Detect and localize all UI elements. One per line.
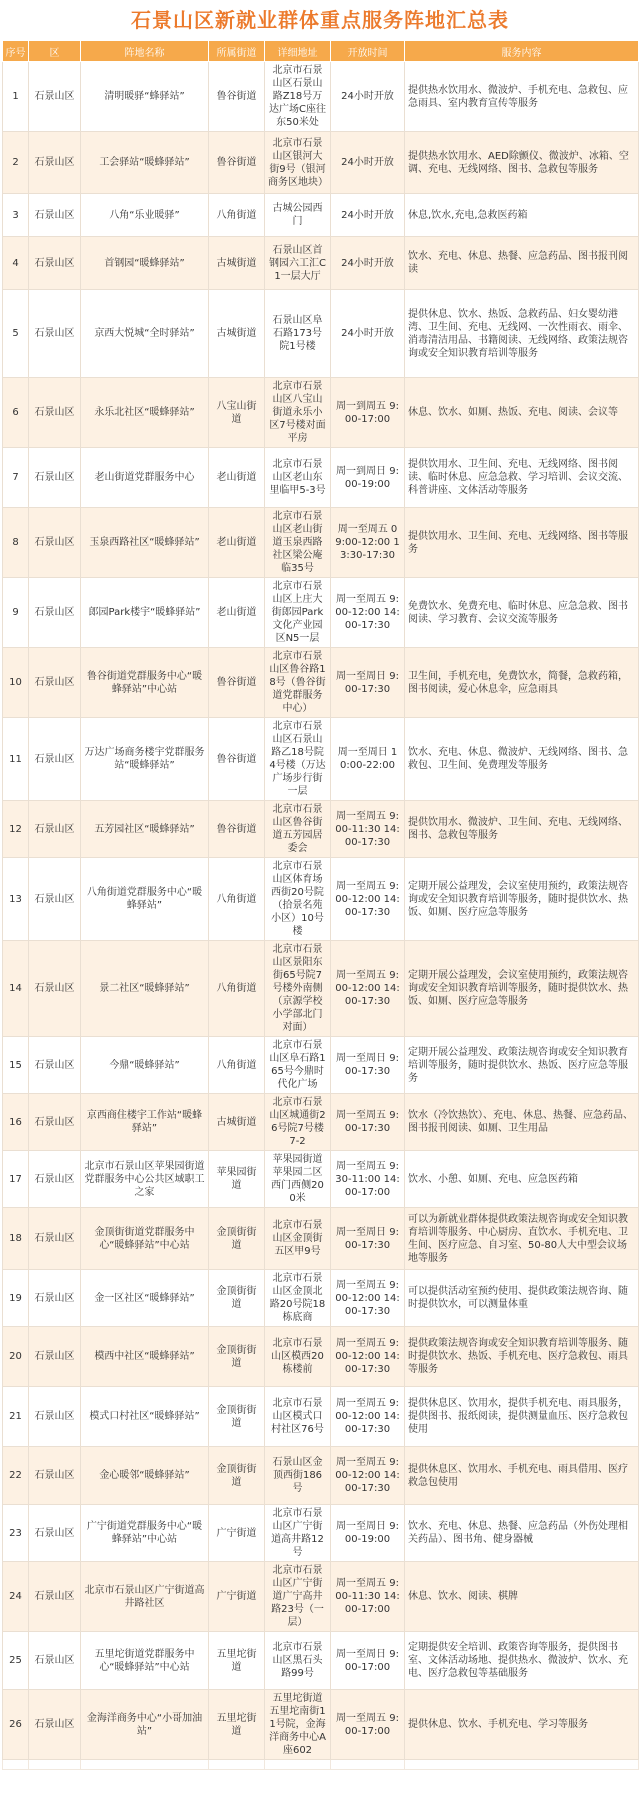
cell-index: 4	[3, 237, 29, 290]
table-row	[3, 508, 639, 578]
cell-site-name: 模西中社区“暖蜂驿站”	[81, 1327, 209, 1387]
table-row	[3, 1037, 639, 1094]
cell-hours: 周一至周五 9:00-12:00 14:00-17:30	[331, 1327, 405, 1387]
cell-hours: 周一至周五 9:00-12:00 14:00-17:30	[331, 578, 405, 648]
table-row	[3, 1327, 639, 1387]
table-row	[3, 941, 639, 1037]
cell-district: 石景山区	[29, 941, 81, 1037]
cell-site-name: 八角街道党群服务中心“暖蜂驿站”	[81, 858, 209, 941]
table-header-row	[3, 41, 639, 62]
cell-services: 定期开展公益理发，会议室使用预约，政策法规咨询或安全知识教育培训等服务，随时提供饮水、热饭、如厕、医疗应急等服务	[405, 941, 639, 1037]
cell-street: 古城街道	[209, 1094, 265, 1151]
table-row	[3, 1151, 639, 1208]
cell-street: 金顶街街道	[209, 1270, 265, 1327]
cell-hours: 周一至周五 9:00-17:00	[331, 1690, 405, 1760]
table-row	[3, 1208, 639, 1270]
empty-cell	[3, 1760, 29, 1770]
cell-district: 石景山区	[29, 237, 81, 290]
cell-site-name: 景二社区“暖蜂驿站”	[81, 941, 209, 1037]
cell-hours: 24小时开放	[331, 237, 405, 290]
cell-hours: 周一至周日 9:00-17:30	[331, 1208, 405, 1270]
cell-services: 饮水、充电、休息、热餐、应急药品（外伤处理相关药品）、图书角、健身器械	[405, 1505, 639, 1562]
empty-cell	[331, 1760, 405, 1770]
cell-services: 提供饮用水、卫生间、充电、无线网络、图书阅读、临时休息、应急急救、学习培训、会议交流、科普讲座、文体活动等服务	[405, 448, 639, 508]
empty-row	[3, 1760, 639, 1770]
cell-site-name: 五里坨街道党群服务中心“暖蜂驿站”中心站	[81, 1632, 209, 1690]
cell-site-name: 老山街道党群服务中心	[81, 448, 209, 508]
cell-district: 石景山区	[29, 1094, 81, 1151]
cell-address: 北京市石景山区鲁谷街道五芳园居委会	[265, 801, 331, 858]
table-row	[3, 858, 639, 941]
empty-cell	[29, 1760, 81, 1770]
cell-index: 5	[3, 290, 29, 378]
cell-district: 石景山区	[29, 290, 81, 378]
cell-site-name: 玉泉西路社区“暖蜂驿站”	[81, 508, 209, 578]
cell-district: 石景山区	[29, 1208, 81, 1270]
cell-services: 提供休息、饮水、手机充电、学习等服务	[405, 1690, 639, 1760]
cell-site-name: 五芳园社区“暖蜂驿站”	[81, 801, 209, 858]
cell-street: 金顶街街道	[209, 1447, 265, 1505]
cell-address: 北京市石景山区模式口村社区76号	[265, 1387, 331, 1447]
cell-services: 提供热水饮用水、AED除颤仪、微波炉、冰箱、空调、充电、无线网络、图书、急救包等服务	[405, 132, 639, 194]
cell-site-name: 金海洋商务中心“小哥加油站”	[81, 1690, 209, 1760]
cell-street: 鲁谷街道	[209, 718, 265, 801]
cell-services: 饮水、充电、休息、热餐、应急药品、图书报刊阅读	[405, 237, 639, 290]
cell-address: 北京市石景山区鲁谷路18号（鲁谷街道党群服务中心）	[265, 648, 331, 718]
cell-hours: 周一至周五 9:30-11:00 14:00-17:00	[331, 1151, 405, 1208]
cell-services: 休息、饮水、如厕、热饭、充电、阅读、会议等	[405, 378, 639, 448]
cell-district: 石景山区	[29, 578, 81, 648]
table-row	[3, 1562, 639, 1632]
cell-index: 6	[3, 378, 29, 448]
cell-index: 2	[3, 132, 29, 194]
cell-address: 北京市石景山区老山东里临甲5-3号	[265, 448, 331, 508]
cell-street: 广宁街道	[209, 1562, 265, 1632]
cell-site-name: 今鼎“暖蜂驿站”	[81, 1037, 209, 1094]
empty-cell	[209, 1760, 265, 1770]
cell-index: 25	[3, 1632, 29, 1690]
cell-index: 3	[3, 194, 29, 237]
cell-hours: 周一至周日 9:00-19:00	[331, 1505, 405, 1562]
cell-address: 石景山区金顶西街186号	[265, 1447, 331, 1505]
header-address: 详细地址	[265, 41, 331, 62]
table-row	[3, 1094, 639, 1151]
cell-site-name: 清明暖驿“蜂驿站”	[81, 62, 209, 132]
cell-hours: 周一至周五 9:00-12:00 14:00-17:30	[331, 1447, 405, 1505]
cell-street: 古城街道	[209, 237, 265, 290]
cell-hours: 周一至周五 09:00-12:00 13:30-17:30	[331, 508, 405, 578]
cell-district: 石景山区	[29, 1037, 81, 1094]
cell-services: 提供休息区、饮用水，提供手机充电、雨具服务，提供图书、报纸阅读，提供测量血压、医疗急救包使用	[405, 1387, 639, 1447]
cell-services: 提供饮用水、微波炉、卫生间、充电、无线网络、图书、急救包等服务	[405, 801, 639, 858]
cell-street: 鲁谷街道	[209, 801, 265, 858]
cell-street: 八角街道	[209, 941, 265, 1037]
table-row	[3, 194, 639, 237]
cell-street: 老山街道	[209, 508, 265, 578]
table-row	[3, 718, 639, 801]
cell-address: 苹果园街道苹果园二区西门西侧200米	[265, 1151, 331, 1208]
table-body	[3, 62, 639, 1770]
cell-district: 石景山区	[29, 132, 81, 194]
cell-hours: 24小时开放	[331, 62, 405, 132]
cell-district: 石景山区	[29, 448, 81, 508]
cell-site-name: 京西大悦城“全时驿站”	[81, 290, 209, 378]
table-row	[3, 1632, 639, 1690]
header-site-name: 阵地名称	[81, 41, 209, 62]
cell-index: 9	[3, 578, 29, 648]
cell-services: 提供休息、饮水、热饭、急救药品、妇女婴幼港湾、卫生间、充电、无线网、一次性雨衣、雨伞、消毒清洁用品、书籍阅读、无线网络、政策法规咨询或安全知识教育培训等服务	[405, 290, 639, 378]
cell-site-name: 鲁谷街道党群服务中心“暖蜂驿站”中心站	[81, 648, 209, 718]
cell-address: 北京市石景山区黑石头路99号	[265, 1632, 331, 1690]
cell-services: 饮水、小憩、如厕、充电、应急医药箱	[405, 1151, 639, 1208]
cell-address: 北京市石景山区石景山路Z18号万达广场C座往东50米处	[265, 62, 331, 132]
table-row	[3, 648, 639, 718]
cell-index: 18	[3, 1208, 29, 1270]
cell-site-name: 金一区社区“暖蜂驿站”	[81, 1270, 209, 1327]
cell-district: 石景山区	[29, 1387, 81, 1447]
cell-services: 休息,饮水,充电,急救医药箱	[405, 194, 639, 237]
cell-address: 石景山区阜石路173号院1号楼	[265, 290, 331, 378]
cell-street: 广宁街道	[209, 1505, 265, 1562]
cell-hours: 周一至周五 9:00-11:30 14:00-17:30	[331, 801, 405, 858]
cell-index: 10	[3, 648, 29, 718]
table-row	[3, 290, 639, 378]
cell-district: 石景山区	[29, 62, 81, 132]
cell-hours: 周一至周日 9:00-17:00	[331, 1632, 405, 1690]
cell-district: 石景山区	[29, 1690, 81, 1760]
cell-street: 金顶街街道	[209, 1208, 265, 1270]
cell-street: 鲁谷街道	[209, 62, 265, 132]
cell-street: 八角街道	[209, 1037, 265, 1094]
cell-hours: 周一至周日 9:00-17:30	[331, 1037, 405, 1094]
cell-district: 石景山区	[29, 1327, 81, 1387]
cell-street: 金顶街街道	[209, 1327, 265, 1387]
cell-address: 北京市石景山区老山街道玉泉西路社区梁公庵临35号	[265, 508, 331, 578]
table-row	[3, 62, 639, 132]
cell-hours: 周一至周五 9:00-12:00 14:00-17:30	[331, 858, 405, 941]
cell-hours: 周一至周五 9:00-17:30	[331, 1094, 405, 1151]
cell-hours: 周一至周五 9:00-12:00 14:00-17:30	[331, 941, 405, 1037]
cell-index: 26	[3, 1690, 29, 1760]
cell-address: 北京市石景山区城通街26号院7号楼7-2	[265, 1094, 331, 1151]
cell-district: 石景山区	[29, 1632, 81, 1690]
cell-hours: 周一到周日 9:00-19:00	[331, 448, 405, 508]
cell-district: 石景山区	[29, 858, 81, 941]
cell-site-name: 北京市石景山区广宁街道高井路社区	[81, 1562, 209, 1632]
table-row	[3, 1690, 639, 1760]
cell-index: 24	[3, 1562, 29, 1632]
cell-services: 休息、饮水、阅读、棋牌	[405, 1562, 639, 1632]
cell-index: 22	[3, 1447, 29, 1505]
cell-index: 13	[3, 858, 29, 941]
table-row	[3, 1270, 639, 1327]
cell-site-name: 郎园Park楼宇“暖蜂驿站”	[81, 578, 209, 648]
cell-hours: 周一至周五 9:00-12:00 14:00-17:30	[331, 1387, 405, 1447]
table-row	[3, 578, 639, 648]
empty-cell	[81, 1760, 209, 1770]
table-row	[3, 1447, 639, 1505]
cell-index: 16	[3, 1094, 29, 1151]
cell-address: 北京市石景山区景阳东街65号院7号楼外南侧（京源学校小学部北门对面）	[265, 941, 331, 1037]
cell-services: 饮水（冷饮热饮）、充电、休息、热餐、应急药品、图书报刊阅读、如厕、卫生用品	[405, 1094, 639, 1151]
cell-address: 古城公园西门	[265, 194, 331, 237]
cell-index: 7	[3, 448, 29, 508]
cell-site-name: 工会驿站“暖蜂驿站”	[81, 132, 209, 194]
cell-district: 石景山区	[29, 378, 81, 448]
cell-index: 14	[3, 941, 29, 1037]
table-row	[3, 1505, 639, 1562]
cell-street: 五里坨街道	[209, 1632, 265, 1690]
cell-street: 五里坨街道	[209, 1690, 265, 1760]
table-row	[3, 237, 639, 290]
cell-site-name: 模式口村社区“暖蜂驿站”	[81, 1387, 209, 1447]
cell-street: 老山街道	[209, 578, 265, 648]
table-row	[3, 448, 639, 508]
cell-index: 11	[3, 718, 29, 801]
cell-index: 17	[3, 1151, 29, 1208]
header-district: 区	[29, 41, 81, 62]
cell-address: 石景山区首钢园六工汇C1一层大厅	[265, 237, 331, 290]
cell-index: 1	[3, 62, 29, 132]
cell-district: 石景山区	[29, 1151, 81, 1208]
cell-site-name: 万达广场商务楼宇党群服务站“暖蜂驿站”	[81, 718, 209, 801]
cell-district: 石景山区	[29, 1447, 81, 1505]
cell-site-name: 北京市石景山区苹果园街道党群服务中心公共区域职工之家	[81, 1151, 209, 1208]
cell-district: 石景山区	[29, 194, 81, 237]
cell-services: 免费饮水、免费充电、临时休息、应急急救、图书阅读、学习教育、会议交流等服务	[405, 578, 639, 648]
cell-address: 北京市石景山区银河大街9号（银河商务区地块）	[265, 132, 331, 194]
cell-district: 石景山区	[29, 801, 81, 858]
table-row	[3, 801, 639, 858]
empty-cell	[265, 1760, 331, 1770]
cell-services: 提供休息区、饮用水、手机充电、雨具借用、医疗救急包使用	[405, 1447, 639, 1505]
table-row	[3, 132, 639, 194]
cell-site-name: 八角“乐业暖驿”	[81, 194, 209, 237]
cell-site-name: 金心暖邻“暖蜂驿站”	[81, 1447, 209, 1505]
cell-address: 北京市石景山区八宝山街道永乐小区7号楼对面平房	[265, 378, 331, 448]
cell-index: 8	[3, 508, 29, 578]
cell-street: 金顶街街道	[209, 1387, 265, 1447]
cell-address: 北京市石景山区上庄大街郎园Park文化产业园区N5一层	[265, 578, 331, 648]
cell-district: 石景山区	[29, 508, 81, 578]
cell-index: 15	[3, 1037, 29, 1094]
cell-hours: 周一至周日 9:00-17:30	[331, 648, 405, 718]
cell-site-name: 永乐北社区“暖蜂驿站”	[81, 378, 209, 448]
header-index: 序号	[3, 41, 29, 62]
cell-index: 12	[3, 801, 29, 858]
cell-street: 苹果园街道	[209, 1151, 265, 1208]
cell-address: 北京市石景山区金顶街五区甲9号	[265, 1208, 331, 1270]
cell-address: 北京市石景山区模西20栋楼前	[265, 1327, 331, 1387]
cell-services: 提供政策法规咨询或安全知识教育培训等服务、随时提供饮水、热饭、手机充电、医疗急救包、雨具等服务	[405, 1327, 639, 1387]
cell-address: 北京市石景山区石景山路乙18号院4号楼（万达广场步行街一层	[265, 718, 331, 801]
table-row	[3, 378, 639, 448]
cell-index: 20	[3, 1327, 29, 1387]
page-title: 石景山区新就业群体重点服务阵地汇总表	[131, 8, 509, 32]
cell-address: 北京市石景山区体育场西街20号院（拾景名苑小区）10号楼	[265, 858, 331, 941]
cell-services: 卫生间，手机充电，免费饮水，简餐，急救药箱，图书阅读，爱心休息伞，应急雨具	[405, 648, 639, 718]
cell-services: 提供热水饮用水、微波炉、手机充电、急救包、应急雨具、室内教育宣传等服务	[405, 62, 639, 132]
service-sites-table	[2, 40, 639, 1770]
cell-site-name: 首钢园“暖蜂驿站”	[81, 237, 209, 290]
cell-address: 北京市石景山区广宁街道广宁高井路23号（一层）	[265, 1562, 331, 1632]
cell-hours: 周一至周五 9:00-11:30 14:00-17:00	[331, 1562, 405, 1632]
cell-street: 八宝山街道	[209, 378, 265, 448]
table-row	[3, 1387, 639, 1447]
cell-district: 石景山区	[29, 648, 81, 718]
cell-district: 石景山区	[29, 1562, 81, 1632]
cell-services: 可以为新就业群体提供政策法规咨询或安全知识教育培训等服务、中心厨房、直饮水、手机充电、卫生间、医疗应急、自习室、50-80人大中型会议场地等服务	[405, 1208, 639, 1270]
cell-services: 提供饮用水、卫生间、充电、无线网络、图书等服务	[405, 508, 639, 578]
cell-site-name: 京西商住楼宇工作站“暖蜂驿站”	[81, 1094, 209, 1151]
cell-street: 老山街道	[209, 448, 265, 508]
cell-address: 北京市石景山区广宁街道高井路12号	[265, 1505, 331, 1562]
cell-services: 饮水、充电、休息、微波炉、无线网络、图书、急救包、卫生间、免费理发等服务	[405, 718, 639, 801]
empty-cell	[405, 1760, 639, 1770]
cell-hours: 24小时开放	[331, 290, 405, 378]
cell-services: 可以提供活动室预约使用、提供政策法规咨询、随时提供饮水，可以测量体重	[405, 1270, 639, 1327]
cell-district: 石景山区	[29, 718, 81, 801]
cell-site-name: 金顶街街道党群服务中心“暖蜂驿站”中心站	[81, 1208, 209, 1270]
cell-index: 23	[3, 1505, 29, 1562]
cell-index: 21	[3, 1387, 29, 1447]
header-street: 所属街道	[209, 41, 265, 62]
cell-street: 鲁谷街道	[209, 132, 265, 194]
cell-hours: 周一至周日 10:00-22:00	[331, 718, 405, 801]
cell-services: 定期提供安全培训、政策咨询等服务，提供图书室、文体活动场地、提供热水、微波炉、饮水、充电、医疗急救包等基础服务	[405, 1632, 639, 1690]
cell-services: 定期开展公益理发，会议室使用预约，政策法规咨询或安全知识教育培训等服务，随时提供饮水、热饭、如厕、医疗应急等服务	[405, 858, 639, 941]
cell-address: 北京市石景山区金顶北路20号院18栋底商	[265, 1270, 331, 1327]
cell-services: 定期开展公益理发、政策法规咨询或安全知识教育培训等服务，随时提供饮水、热饭、医疗应急等服务	[405, 1037, 639, 1094]
cell-index: 19	[3, 1270, 29, 1327]
cell-hours: 周一到周五 9:00-17:00	[331, 378, 405, 448]
cell-street: 古城街道	[209, 290, 265, 378]
cell-address: 北京市石景山区阜石路165号今鼎时代化广场	[265, 1037, 331, 1094]
cell-district: 石景山区	[29, 1505, 81, 1562]
header-hours: 开放时间	[331, 41, 405, 62]
cell-street: 八角街道	[209, 858, 265, 941]
cell-hours: 周一至周五 9:00-12:00 14:00-17:30	[331, 1270, 405, 1327]
cell-street: 鲁谷街道	[209, 648, 265, 718]
cell-address: 五里坨街道五里坨南街11号院，金海洋商务中心A座602	[265, 1690, 331, 1760]
cell-street: 八角街道	[209, 194, 265, 237]
cell-site-name: 广宁街道党群服务中心“暖蜂驿站”中心站	[81, 1505, 209, 1562]
header-services: 服务内容	[405, 41, 639, 62]
cell-hours: 24小时开放	[331, 194, 405, 237]
cell-hours: 24小时开放	[331, 132, 405, 194]
cell-district: 石景山区	[29, 1270, 81, 1327]
